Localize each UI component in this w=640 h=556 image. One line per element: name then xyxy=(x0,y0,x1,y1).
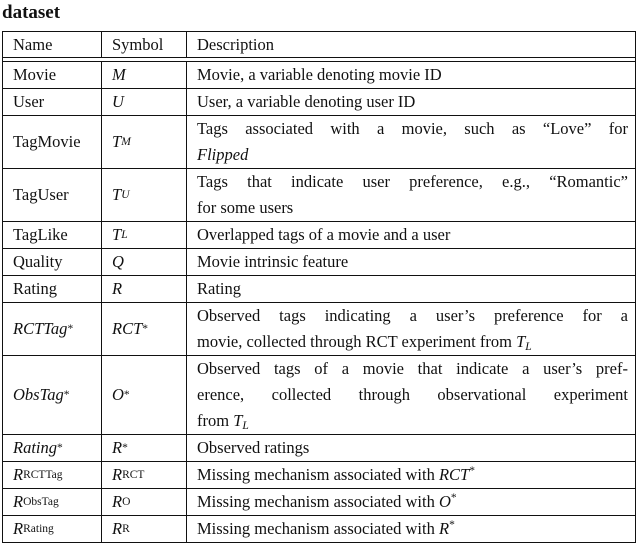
table-row xyxy=(3,434,635,461)
name-cell: R RCTTag xyxy=(3,462,102,488)
table-header-row xyxy=(3,32,635,58)
text-segment: Missing mechanism associated with xyxy=(197,492,439,512)
symbol-cell xyxy=(102,89,187,115)
text-segment: Tags associated with a movie, such as “Love” for xyxy=(197,119,628,139)
page-title: dataset xyxy=(2,2,61,23)
text-segment: movie, collected through RCT experiment from xyxy=(197,332,517,352)
name-cell xyxy=(3,89,102,115)
text-segment: O xyxy=(112,385,124,405)
symbol-cell: R * xyxy=(102,435,187,461)
text-segment: R xyxy=(112,492,123,512)
table-row xyxy=(3,61,635,88)
symbol-cell xyxy=(102,276,187,302)
description-cell xyxy=(187,303,635,355)
text-segment: RCT xyxy=(438,465,470,485)
description-cell xyxy=(187,249,635,275)
text-segment: from xyxy=(197,411,234,431)
table-row xyxy=(3,461,635,488)
text-segment: R xyxy=(13,492,24,512)
text-segment: RCTTag xyxy=(13,319,68,339)
text-segment: Observed tags indicating a user’s preference for a xyxy=(197,306,628,326)
description-line xyxy=(197,195,628,221)
description-line xyxy=(197,303,628,329)
description-cell xyxy=(187,435,635,461)
text-segment: Movie intrinsic feature xyxy=(197,252,349,272)
symbol-cell: RCT * xyxy=(102,303,187,355)
text-segment: User xyxy=(13,92,45,112)
text-segment: Observed tags of a movie that indicate a user’s pref- xyxy=(197,359,628,379)
description-line xyxy=(197,222,628,248)
text-segment: Flipped xyxy=(197,145,249,165)
text-segment: T xyxy=(233,411,243,431)
symbol-cell: R RCT xyxy=(102,462,187,488)
text-segment: Movie xyxy=(13,65,57,85)
table-row xyxy=(3,302,635,355)
text-segment: User, a variable denoting user ID xyxy=(197,92,416,112)
header-cell-description: Description xyxy=(197,35,274,54)
description-line xyxy=(197,329,628,355)
description-cell xyxy=(187,169,635,221)
description-line xyxy=(197,489,628,515)
text-segment: Rating xyxy=(13,279,57,299)
name-cell: R ObsTag xyxy=(3,489,102,515)
text-segment: Rating xyxy=(197,279,241,299)
name-cell: Rating * xyxy=(3,435,102,461)
text-segment: Overlapped tags of a movie and a user xyxy=(197,225,451,245)
text-segment: M xyxy=(112,65,126,85)
description-line xyxy=(197,142,628,168)
table-row xyxy=(3,88,635,115)
text-segment: U xyxy=(112,92,124,112)
text-segment: Missing mechanism associated with xyxy=(197,519,439,539)
symbol-cell: R O xyxy=(102,489,187,515)
description-cell xyxy=(187,356,635,434)
description-line xyxy=(197,249,628,275)
table-row xyxy=(3,355,635,434)
text-segment: O xyxy=(438,492,451,512)
text-segment: T xyxy=(112,225,122,245)
text-segment: T xyxy=(516,332,526,352)
symbol-cell xyxy=(102,62,187,88)
table-row xyxy=(3,515,635,542)
text-segment: for some users xyxy=(197,198,294,218)
text-segment: ObsTag xyxy=(13,385,64,405)
description-cell xyxy=(187,89,635,115)
text-segment: R xyxy=(112,519,123,539)
description-cell xyxy=(187,489,635,515)
description-cell xyxy=(187,62,635,88)
text-segment: * xyxy=(469,465,475,478)
description-cell xyxy=(187,276,635,302)
description-cell xyxy=(187,116,635,168)
name-cell xyxy=(3,62,102,88)
table-row xyxy=(3,275,635,302)
name-cell: RCTTag * xyxy=(3,303,102,355)
table-row xyxy=(3,488,635,515)
name-cell xyxy=(3,249,102,275)
name-cell: R Rating xyxy=(3,516,102,542)
description-line xyxy=(197,89,628,115)
text-segment: erence, collected through observational experiment xyxy=(197,385,628,405)
text-segment: Movie, a variable denoting movie ID xyxy=(197,65,442,85)
header-cell-name: Name xyxy=(3,32,102,57)
text-segment: T xyxy=(112,185,122,205)
text-segment: R xyxy=(112,465,123,485)
text-segment: R xyxy=(112,438,123,458)
description-line xyxy=(197,169,628,195)
text-segment: * xyxy=(449,519,455,532)
text-segment: Missing mechanism associated with xyxy=(197,465,439,485)
name-cell xyxy=(3,276,102,302)
text-segment: Q xyxy=(112,252,124,272)
description-line xyxy=(197,382,628,408)
symbol-cell: T L xyxy=(102,222,187,248)
text-segment: R xyxy=(438,519,450,539)
text-segment: * xyxy=(450,492,457,505)
description-line xyxy=(197,116,628,142)
text-segment: T xyxy=(112,132,122,152)
text-segment: L xyxy=(525,341,532,354)
symbol-cell: R R xyxy=(102,516,187,542)
name-cell xyxy=(3,116,102,168)
table-row xyxy=(3,248,635,275)
description-line xyxy=(197,356,628,382)
description-line xyxy=(197,408,628,434)
name-cell: ObsTag * xyxy=(3,356,102,434)
table-row xyxy=(3,115,635,168)
name-cell xyxy=(3,169,102,221)
text-segment: Tags that indicate user preference, e.g., “Romantic” xyxy=(197,172,628,192)
text-segment: Rating xyxy=(13,438,57,458)
description-line xyxy=(197,462,628,488)
text-segment: Quality xyxy=(13,252,63,272)
description-line xyxy=(197,62,628,88)
description-line xyxy=(197,435,628,461)
description-line xyxy=(197,276,628,302)
table-row xyxy=(3,221,635,248)
text-segment: R xyxy=(13,465,24,485)
description-cell xyxy=(187,222,635,248)
dataset-table xyxy=(2,31,636,543)
table-row xyxy=(3,168,635,221)
symbol-cell: T U xyxy=(102,169,187,221)
name-cell xyxy=(3,222,102,248)
table-body xyxy=(3,61,635,542)
text-segment: RCT xyxy=(112,319,143,339)
text-segment: Observed ratings xyxy=(197,438,310,458)
text-segment: R xyxy=(13,519,24,539)
text-segment: L xyxy=(242,420,249,433)
description-cell xyxy=(187,462,635,488)
text-segment: TagUser xyxy=(13,185,69,205)
text-segment: TagLike xyxy=(13,225,68,245)
header-cell-symbol: Symbol xyxy=(102,32,187,57)
description-line xyxy=(197,516,628,542)
description-cell xyxy=(187,516,635,542)
text-segment: R xyxy=(112,279,123,299)
symbol-cell xyxy=(102,249,187,275)
symbol-cell: T M xyxy=(102,116,187,168)
text-segment: TagMovie xyxy=(13,132,81,152)
symbol-cell: O * xyxy=(102,356,187,434)
